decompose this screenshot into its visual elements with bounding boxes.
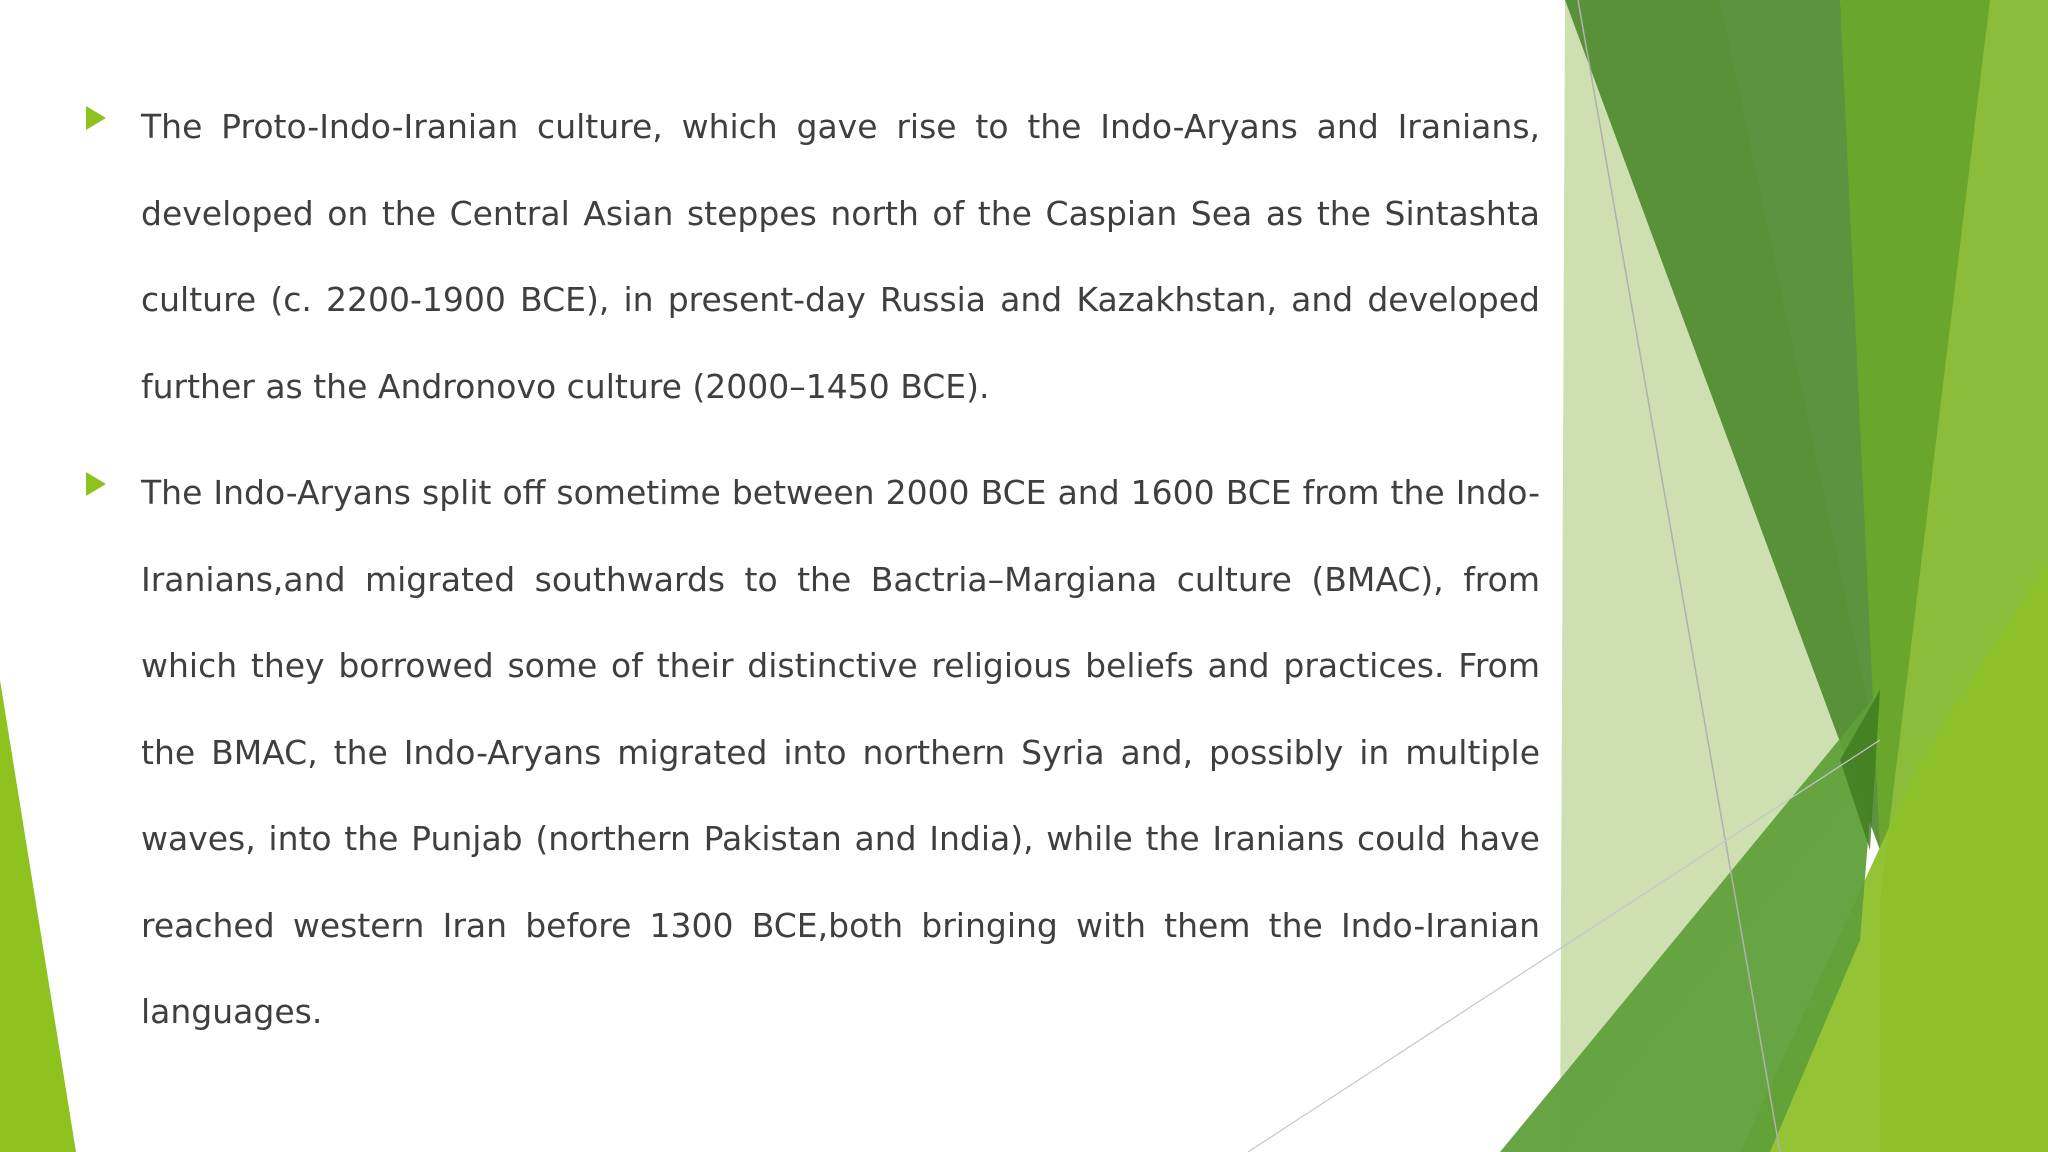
triangle-bullet-icon xyxy=(86,106,106,130)
bullet-item xyxy=(80,450,1540,1056)
bullet-text: The Indo-Aryans split off sometime between 2000 BCE and 1600 BCE from the Indo-Iranians,and migrated southwards to the Bactria–Margiana culture (BMAC), from which they borrowed some of their distinctive religious beliefs and practices. From the BMAC, the Indo-Aryans migrated into northern Syria and, possibly in multiple waves, into the Punjab (northern Pakistan and India), while the Iranians could have reached western Iran before 1300 BCE,both bringing with them the Indo-Iranian languages. xyxy=(141,473,1540,1031)
slide-content xyxy=(80,84,1540,1076)
bullet-text: The Proto-Indo-Iranian culture, which gave rise to the Indo-Aryans and Iranians, developed on the Central Asian steppes north of the Caspian Sea as the Sintashta culture (c. 2200-1900 BCE), in present-day Russia and Kazakhstan, and developed further as the Andronovo culture (2000–1450 BCE). xyxy=(141,107,1540,406)
bullet-item xyxy=(80,84,1540,430)
left-green-shape xyxy=(0,680,76,1152)
triangle-bullet-icon xyxy=(86,472,106,496)
